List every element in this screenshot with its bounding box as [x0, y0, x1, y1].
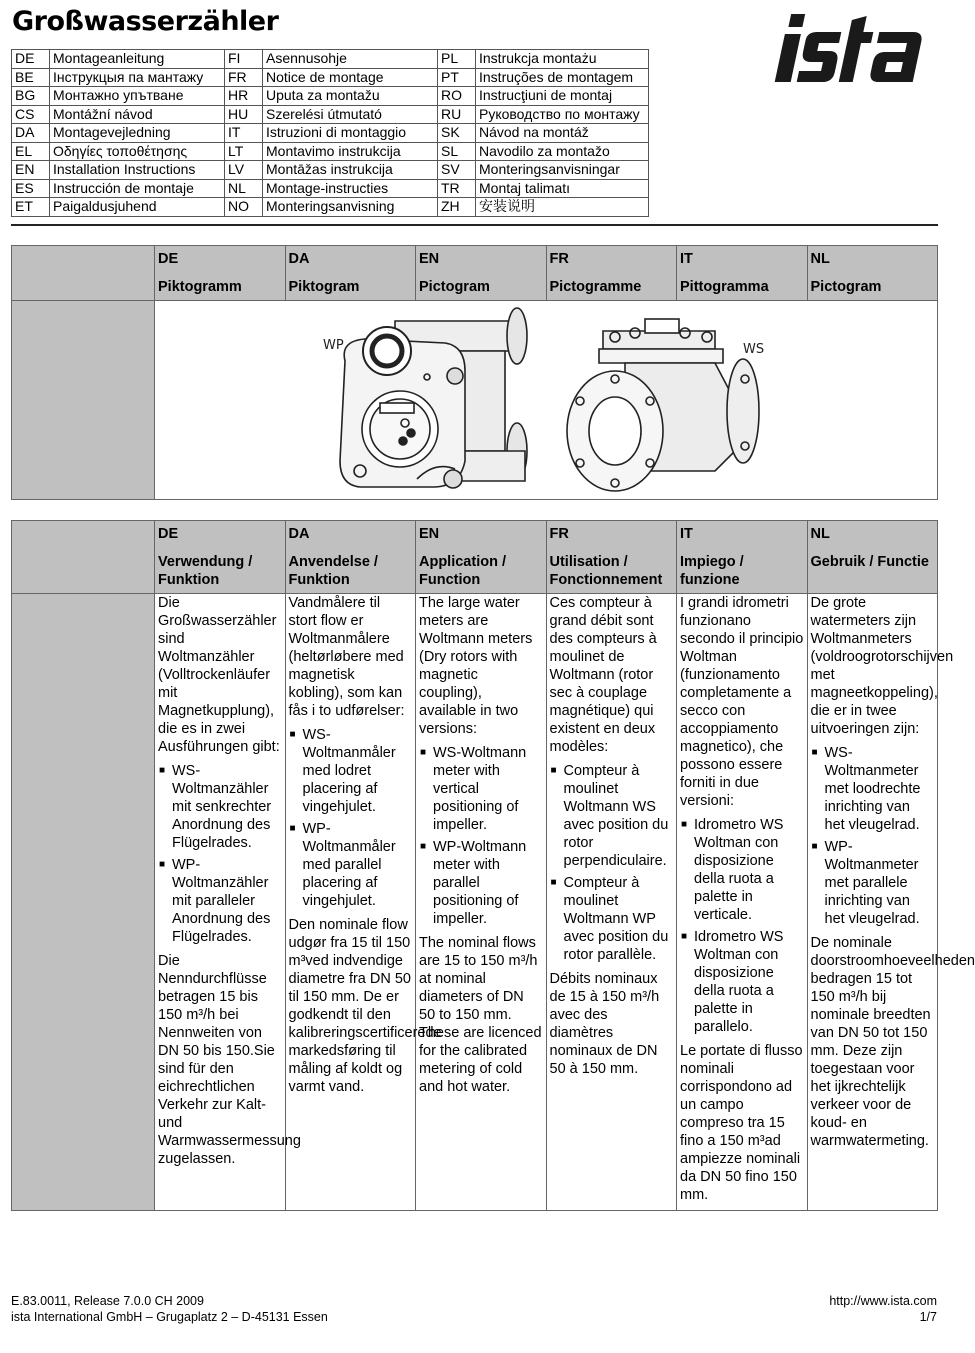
language-code: HR — [225, 87, 263, 106]
bullet-list — [289, 726, 413, 910]
language-name: Montavimo instrukcija — [263, 142, 438, 161]
language-code: BG — [12, 87, 50, 106]
bullet-item: ■ WS-Woltmann meter with vertical positioning of impeller. — [419, 744, 543, 834]
intro-text: De grote watermeters zijn Woltmanmeters (voldroogrotorschijven met magneetkoppeling), die er in twee uitvoeringen zijn: — [810, 595, 954, 737]
col-code-en: EN — [419, 251, 440, 267]
language-code: SV — [438, 161, 476, 180]
language-name: Asennusohje — [263, 50, 438, 69]
col-code-en: EN — [419, 526, 440, 542]
col-label-it: Pittogramma — [680, 279, 769, 295]
page-number: 1/7 — [919, 1310, 937, 1324]
language-table — [11, 49, 649, 217]
col-label-en: Application / Function — [419, 554, 506, 588]
intro-text: Ces compteur à grand débit sont des compteurs à moulinet de Woltmann (rotor sec à couplage magnétique) qui existent en deux modèles: — [549, 595, 657, 755]
col-code-fr: FR — [549, 251, 569, 267]
language-row — [12, 105, 649, 124]
language-row — [12, 198, 649, 217]
bullet-list — [550, 762, 674, 964]
ista-logo — [776, 10, 938, 90]
language-name: Monteringsanvisningar — [476, 161, 649, 180]
language-code: ZH — [438, 198, 476, 217]
document-title: Großwasserzähler — [12, 6, 279, 37]
language-code: FI — [225, 50, 263, 69]
bullet-item: ■ WP-Woltmanzähler mit paralleler Anordnung des Flügelrades. — [158, 856, 282, 946]
language-code: EL — [12, 142, 50, 161]
language-name: Instrucción de montaje — [50, 179, 225, 198]
function-text-da — [285, 594, 442, 1211]
language-code: TR — [438, 179, 476, 198]
language-code: PT — [438, 68, 476, 87]
language-code: NO — [225, 198, 263, 217]
col-code-fr: FR — [549, 526, 569, 542]
language-code: IT — [225, 124, 263, 143]
intro-text: The large water meters are Woltmann meters (Dry rotors with magnetic coupling), available in two versions: — [419, 595, 533, 737]
side-cell — [12, 301, 155, 500]
language-code: RU — [438, 105, 476, 124]
bullet-list — [811, 744, 935, 928]
intro-text: Die Großwasserzähler sind Woltmanzähler (Volltrockenläufer mit Magnetkupplung), die es in zwei Ausführungen gibt: — [158, 595, 280, 755]
language-row — [12, 142, 649, 161]
language-code: FR — [225, 68, 263, 87]
language-name: Montageanleitung — [50, 50, 225, 69]
col-code-da: DA — [288, 526, 310, 542]
bullet-item: ■ Compteur à moulinet Woltmann WP avec position du rotor parallèle. — [550, 874, 674, 964]
language-name: Monteringsanvisning — [263, 198, 438, 217]
bullet-item: ■ Compteur à moulinet Woltmann WS avec position du rotor perpendiculaire. — [550, 762, 674, 870]
outro-text: Débits nominaux de 15 à 150 m³/h avec des diamètres nominaux de DN 50 à 150 mm. — [549, 971, 660, 1077]
bullet-list — [419, 744, 543, 928]
language-name: Notice de montage — [263, 68, 438, 87]
language-code: DA — [12, 124, 50, 143]
bullet-item: ■ Idrometro WS Woltman con disposizione della ruota a palette in parallelo. — [680, 928, 804, 1036]
outro-text: De nominale doorstroomhoeveelheden bedragen 15 tot 150 m³/h bij nominale breedten van DN 50 tot 150 mm. Deze zijn toegestaan voor het ijkrechtelijk verkeer voor de koud- en warmwatermeting. — [810, 935, 975, 1149]
language-name: Руководство по монтажу — [476, 105, 649, 124]
bullet-item: ■ WS-Woltmanmeter met loodrechte inrichting van het vleugelrad. — [811, 744, 935, 834]
language-name: Installation Instructions — [50, 161, 225, 180]
language-row — [12, 87, 649, 106]
language-code: DE — [12, 50, 50, 69]
bullet-item: ■ WS-Woltmanmåler med lodret placering af vingehjulet. — [289, 726, 413, 816]
function-text-fr — [546, 594, 677, 1211]
language-code: ES — [12, 179, 50, 198]
language-name: Paigaldusjuhend — [50, 198, 225, 217]
col-code-nl: NL — [810, 526, 830, 542]
language-code: SK — [438, 124, 476, 143]
col-code-it: IT — [680, 526, 693, 542]
col-label-it: Impiego / funzione — [680, 554, 744, 588]
language-code: LV — [225, 161, 263, 180]
language-code: CS — [12, 105, 50, 124]
language-name: Montage-instructies — [263, 179, 438, 198]
function-text-en — [416, 594, 547, 1211]
side-cell — [12, 594, 155, 1211]
col-label-fr: Pictogramme — [549, 279, 642, 295]
language-code: ET — [12, 198, 50, 217]
intro-text: Vandmålere til stort flow er Woltmanmålere (heltørløbere med magnetisk kobling), som kan fås i to udførelser: — [288, 595, 405, 719]
release-info: E.83.0011, Release 7.0.0 CH 2009 — [11, 1294, 204, 1308]
bullet-item: ■ WP-Woltmanmeter met parallele inrichting van het vleugelrad. — [811, 838, 935, 928]
label-wp: WP — [323, 338, 344, 353]
col-code-nl: NL — [810, 251, 830, 267]
language-code: SL — [438, 142, 476, 161]
side-cell — [12, 521, 155, 594]
function-text-de — [155, 594, 301, 1211]
bullet-list — [158, 762, 282, 946]
col-label-nl: Pictogram — [810, 279, 882, 295]
language-name: Montážní návod — [50, 105, 225, 124]
language-name: Návod na montáž — [476, 124, 649, 143]
function-table — [11, 520, 975, 1211]
col-label-de: Verwendung / Funktion — [158, 554, 253, 588]
pictogram-cell — [155, 301, 938, 500]
label-ws: WS — [743, 342, 765, 357]
function-text-it — [677, 594, 808, 1211]
col-label-da: Anvendelse / Funktion — [288, 554, 378, 588]
language-name: Uputa za montažu — [263, 87, 438, 106]
website-link[interactable]: http://www.ista.com — [829, 1294, 937, 1308]
language-name: Οδηγίες τοποθέτησης — [50, 142, 225, 161]
outro-text: Den nominale flow udgør fra 15 til 150 m³ved indvendige diametre fra DN 50 til 150 mm. De er godkendt til den kalibreringscertificerede markedsføring til måling af koldt og varmt vand. — [288, 917, 442, 1095]
language-code: LT — [225, 142, 263, 161]
language-name: Montaj talimatı — [476, 179, 649, 198]
footer-right — [829, 1293, 937, 1325]
col-label-da: Piktogram — [288, 279, 360, 295]
language-code: PL — [438, 50, 476, 69]
col-label-nl: Gebruik / Functie — [810, 554, 929, 570]
language-name: Монтажно упътване — [50, 87, 225, 106]
col-label-en: Pictogram — [419, 279, 490, 295]
col-label-fr: Utilisation / Fonctionnement — [549, 554, 663, 588]
bullet-item: ■ WS-Woltmanzähler mit senkrechter Anordnung des Flügelrades. — [158, 762, 282, 852]
language-row — [12, 68, 649, 87]
language-code: RO — [438, 87, 476, 106]
header-rule — [11, 224, 938, 226]
language-name: Montāžas instrukcija — [263, 161, 438, 180]
water-meter-illustration — [155, 301, 932, 497]
bullet-item: ■ Idrometro WS Woltman con disposizione della ruota a palette in verticale. — [680, 816, 804, 924]
bullet-list — [680, 816, 804, 1036]
pictogram-table — [11, 245, 938, 500]
language-row — [12, 161, 649, 180]
language-row — [12, 124, 649, 143]
intro-text: I grandi idrometri funzionano secondo il principio Woltman (funzionamento completamente a secco con accoppiamento magnetico), che possono essere forniti in due versioni: — [680, 595, 804, 809]
language-code: BE — [12, 68, 50, 87]
language-name: Instruções de montagem — [476, 68, 649, 87]
bullet-item: ■ WP-Woltmann meter with parallel positioning of impeller. — [419, 838, 543, 928]
language-name: Montagevejledning — [50, 124, 225, 143]
col-label-de: Piktogramm — [158, 279, 242, 295]
language-name: Istruzioni di montaggio — [263, 124, 438, 143]
language-row — [12, 50, 649, 69]
outro-text: Die Nenndurchflüsse betragen 15 bis 150 m³/h bei Nennweiten von DN 50 bis 150.Sie sind für den eichrechtlichen Verkehr zur Kalt- und Warmwassermessung zugelassen. — [158, 953, 301, 1167]
language-row — [12, 179, 649, 198]
col-code-da: DA — [288, 251, 310, 267]
footer-left — [11, 1293, 328, 1325]
language-name: Szerelési útmutató — [263, 105, 438, 124]
language-name: 安装说明 — [476, 198, 649, 217]
bullet-item: ■ WP-Woltmanmåler med parallel placering af vingehjulet. — [289, 820, 413, 910]
language-code: HU — [225, 105, 263, 124]
col-code-it: IT — [680, 251, 693, 267]
language-name: Instrucţiuni de montaj — [476, 87, 649, 106]
language-name: Інструкцыя па мантажу — [50, 68, 225, 87]
outro-text: The nominal flows are 15 to 150 m³/h at nominal diameters of DN 50 to 150 mm. These are licenced for the calibrated metering of cold and hot water. — [419, 935, 542, 1095]
side-cell — [12, 246, 155, 301]
language-code: NL — [225, 179, 263, 198]
outro-text: Le portate di flusso nominali corrispondono ad un campo compreso tra 15 fino a 150 m³ad ampiezze nominali da DN 50 fino 150 mm. — [680, 1043, 803, 1203]
col-code-de: DE — [158, 251, 179, 267]
function-text-nl — [807, 594, 975, 1211]
col-code-de: DE — [158, 526, 179, 542]
company-address: ista International GmbH – Grugaplatz 2 – D-45131 Essen — [11, 1310, 328, 1324]
language-name: Instrukcja montażu — [476, 50, 649, 69]
language-name: Navodilo za montažo — [476, 142, 649, 161]
language-code: EN — [12, 161, 50, 180]
